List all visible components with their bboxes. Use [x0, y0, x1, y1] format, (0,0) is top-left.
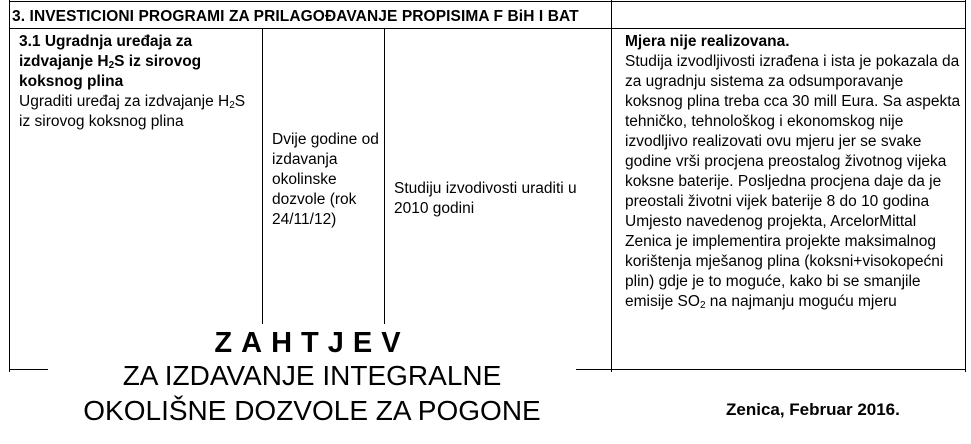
measure-title: 3.1 Ugradnja uređaja za izdvajanje $H_2S$ iz sirovog koksnog plina [19, 33, 202, 90]
col-divider-1 [262, 28, 263, 372]
table-right-border [965, 0, 966, 372]
status-headline: Mjera nije realizovana. [625, 33, 790, 50]
col-divider-3 [611, 0, 612, 372]
status-body: Studija izvodljivosti izrađena i ista je pokazala da za ugradnju sistema za odsumporavanje koksnog plina treba cca 30 mill Eura. Sa aspekta tehničko, tehnološkog i ekonomskog nije izvodljivo realizovati ovu mjeru jer se svake godine vrši procjena preostalog životnog vijeka koksne baterije. Posljedna procjena daje da je preostali životni vijek baterije 8 do 10 godina [625, 53, 961, 210]
table-left-border [9, 0, 10, 372]
deadline-cell: Dvije godine od izdavanja okolinske dozvole (rok 24/11/12) [272, 131, 379, 228]
table-top-rule [9, 1, 966, 2]
request-subtitle-line-1: ZA IZDAVANJE INTEGRALNE [122, 360, 502, 391]
section-title: 3. INVESTICIONI PROGRAMI ZA PRILAGOĐAVANJE PROPISIMA F BiH I BAT [12, 8, 579, 25]
status-cell [625, 32, 965, 312]
measure-description: Ugraditi uređaj za izdvajanje $H_2S$ iz sirovog koksnog plina [19, 93, 246, 130]
section-header-bottom-rule [9, 28, 966, 29]
request-title: ZAHTJEV [214, 327, 410, 359]
col-divider-2 [384, 28, 385, 372]
place-and-date: Zenica, Februar 2016. [726, 400, 900, 419]
request-subtitle-line-2: OKOLIŠNE DOZVOLE ZA POGONE [83, 395, 541, 426]
status-note: Umjesto navedenog projekta, ArcelorMittal Zenica je implementira projekte maksimalnog korištenja mješanog plina (koksni+visokopećni plin) gdje je to moguće, kako bi se smanjile emisije $SO_2$ na najmanju moguću mjeru [625, 213, 944, 311]
document-title-block [48, 324, 576, 444]
measure-cell [19, 32, 257, 132]
action-cell: Studiju izvodivosti uraditi u 2010 godini [394, 180, 577, 217]
